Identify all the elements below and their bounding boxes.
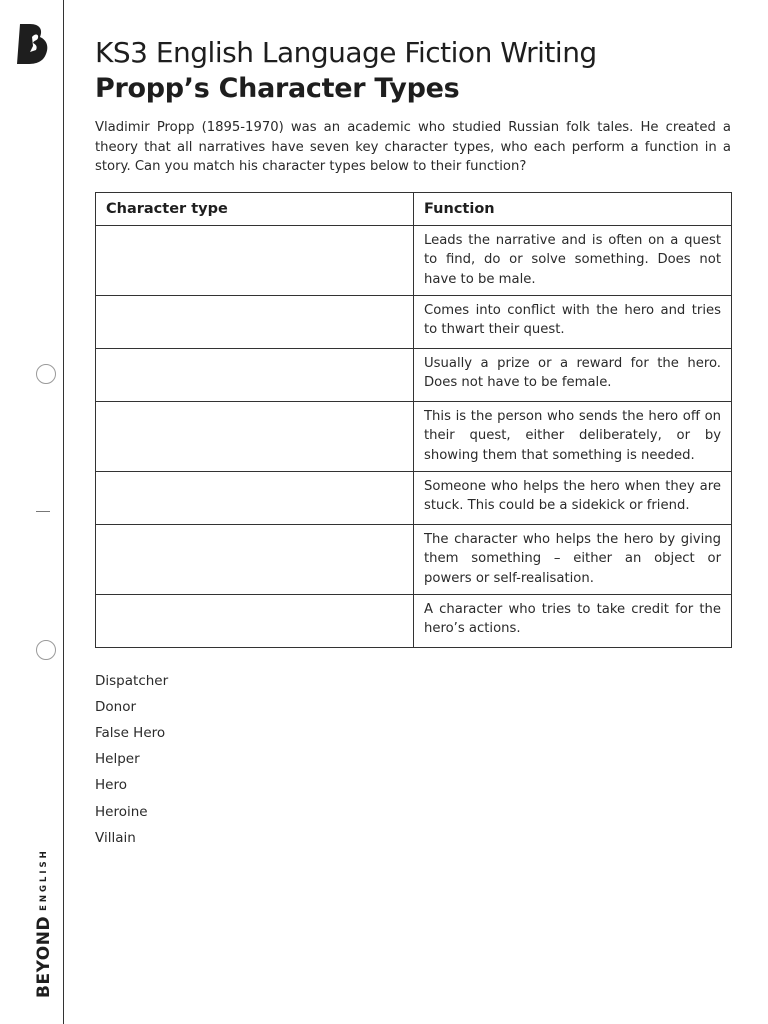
brand-wordmark <box>34 848 54 998</box>
list-item: Dispatcher <box>95 672 169 689</box>
table-header-row <box>96 192 732 225</box>
table-row <box>96 401 732 471</box>
function-cell: Comes into conflict with the hero and tries to thwart their quest. <box>414 295 732 348</box>
fold-mark <box>36 511 50 512</box>
table-row <box>96 225 732 295</box>
list-item: Villain <box>95 829 136 846</box>
function-cell: Usually a prize or a reward for the hero. Does not have to be female. <box>414 348 732 401</box>
character-answer-cell[interactable] <box>96 471 414 524</box>
table-row <box>96 594 732 647</box>
brand-subject: ENGLISH <box>39 848 49 911</box>
character-answer-cell[interactable] <box>96 401 414 471</box>
page-subtitle: Propp’s Character Types <box>95 73 460 104</box>
table-row <box>96 295 732 348</box>
page-title: KS3 English Language Fiction Writing <box>95 36 597 69</box>
sidebar-divider <box>63 0 64 1024</box>
matching-table <box>95 192 732 648</box>
beyond-b-logo-icon <box>16 22 50 66</box>
column-header-character-type: Character type <box>96 192 414 225</box>
character-answer-cell[interactable] <box>96 524 414 594</box>
punch-hole-upper <box>36 364 56 384</box>
character-answer-cell[interactable] <box>96 594 414 647</box>
column-header-function: Function <box>414 192 732 225</box>
character-answer-cell[interactable] <box>96 348 414 401</box>
list-item: Heroine <box>95 803 148 820</box>
list-item: Donor <box>95 698 137 715</box>
list-item: Hero <box>95 777 127 794</box>
intro-paragraph: Vladimir Propp (1895-1970) was an academic who studied Russian folk tales. He created a theory that all narratives have seven key character types, who each perform a function in a story. Can you match his character types below to their function? <box>95 120 731 174</box>
character-options-list <box>95 668 731 851</box>
function-cell: This is the person who sends the hero off on their quest, either deliberately, or by showing them that something is needed. <box>414 401 732 471</box>
table-row <box>96 348 732 401</box>
list-item: Helper <box>95 751 140 768</box>
character-answer-cell[interactable] <box>96 295 414 348</box>
list-item: False Hero <box>95 724 166 741</box>
function-cell: Leads the narrative and is often on a quest to find, do or solve something. Does not have to be male. <box>414 225 732 295</box>
function-cell: Someone who helps the hero when they are stuck. This could be a sidekick or friend. <box>414 471 732 524</box>
function-cell: The character who helps the hero by giving them something – either an object or powers or self-realisation. <box>414 524 732 594</box>
character-answer-cell[interactable] <box>96 225 414 295</box>
table-row <box>96 471 732 524</box>
table-row <box>96 524 732 594</box>
function-cell: A character who tries to take credit for the hero’s actions. <box>414 594 732 647</box>
worksheet-content <box>95 34 731 851</box>
brand-name: BEYOND <box>34 915 54 998</box>
punch-hole-lower <box>36 640 56 660</box>
